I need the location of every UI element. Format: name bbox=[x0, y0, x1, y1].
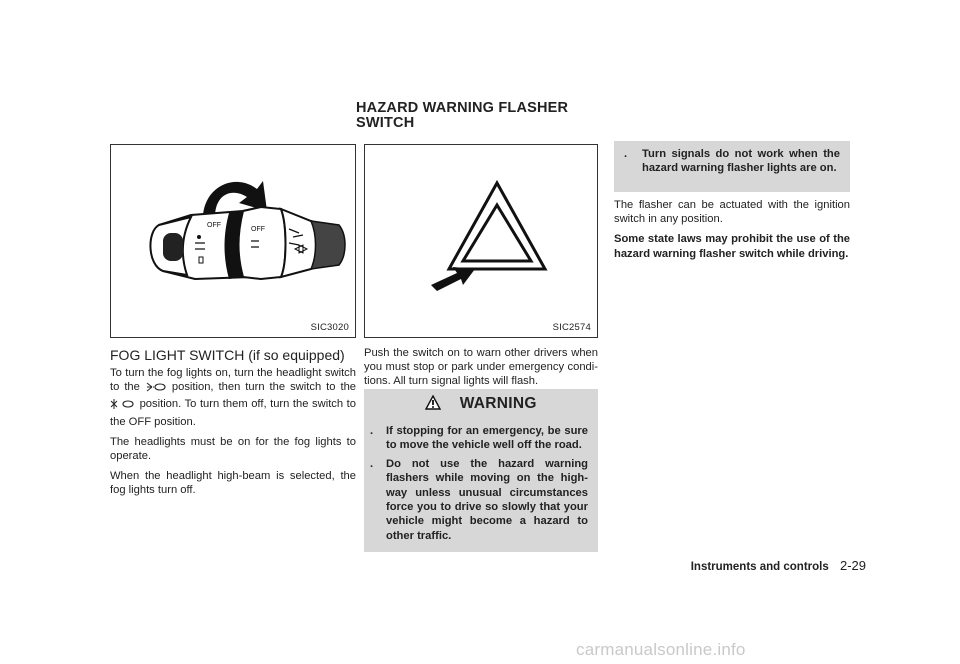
fog-paragraph-1 bbox=[110, 366, 356, 429]
note-bullet-text: Turn signals do not work when the hazard warning flasher lights are on. bbox=[642, 148, 840, 175]
note-box bbox=[614, 141, 850, 192]
warning-bullet-1 bbox=[364, 424, 598, 453]
warning-box bbox=[364, 389, 598, 552]
footer-page-number: 2-29 bbox=[839, 558, 866, 573]
hazard-switch-figure bbox=[364, 144, 598, 338]
fog-light-icon bbox=[145, 381, 167, 397]
fog-p1-part-c: position. To turn them off, turn the switch to the OFF position. bbox=[110, 398, 357, 428]
bullet-dot: . bbox=[370, 457, 374, 470]
footer-section-name: Instruments and controls bbox=[690, 561, 829, 573]
warning-bullet-text: If stopping for an emergency, be sure to move the vehicle well off the road. bbox=[386, 425, 588, 452]
fog-light-switch-figure bbox=[110, 144, 356, 338]
fog-paragraph-3: When the headlight high-beam is selected, the fog lights turn off. bbox=[110, 470, 356, 497]
fog-p1-part-a: To turn the fog lights on, turn the headlight switch to the bbox=[110, 367, 356, 394]
off-label-1: OFF bbox=[207, 222, 221, 229]
fog-light-on-icon bbox=[110, 398, 136, 414]
col3-text bbox=[614, 198, 850, 267]
figure-label-sic3020: SIC3020 bbox=[310, 322, 349, 333]
fog-switch-illustration bbox=[111, 145, 355, 337]
warning-title: WARNING bbox=[459, 395, 537, 412]
fog-light-title: FOG LIGHT SWITCH (if so equipped) bbox=[110, 347, 345, 363]
watermark-text: carmanualsonline.info bbox=[576, 640, 746, 659]
hazard-heading-line1: HAZARD WARNING FLASHER bbox=[356, 100, 569, 116]
warning-bullet-text: Do not use the hazard warning flashers while moving on the high- way unless unusual circumstances force you to drive so slowly that your vehicle might become a hazard to other traffic. bbox=[386, 457, 588, 542]
bullet-dot: . bbox=[624, 148, 628, 160]
warning-bullet-2 bbox=[364, 457, 598, 543]
figure-label-sic2574: SIC2574 bbox=[552, 322, 591, 333]
warning-list bbox=[364, 424, 598, 543]
fog-light-text bbox=[110, 366, 356, 504]
off-label-2: OFF bbox=[251, 226, 265, 233]
col3-paragraph-2: Some state laws may prohibit the use of the hazard warning flasher switch while driving. bbox=[614, 233, 850, 260]
hazard-section-heading bbox=[356, 101, 616, 131]
warning-triangle-icon bbox=[425, 395, 441, 415]
note-bullet bbox=[614, 147, 850, 176]
col3-paragraph-1: The flasher can be actuated with the ignition switch in any position. bbox=[614, 199, 850, 226]
page-footer bbox=[691, 558, 866, 573]
hazard-intro-text: Push the switch on to warn other drivers when you must stop or park under emergency condi- tions. All turn signal lights will flash. bbox=[364, 347, 598, 388]
fog-p1-part-b: position, then turn the switch to the bbox=[171, 381, 357, 394]
hazard-heading-line2: SWITCH bbox=[356, 115, 415, 131]
hazard-triangle-illustration bbox=[365, 145, 597, 337]
bullet-dot: . bbox=[370, 425, 374, 437]
fog-paragraph-2: The headlights must be on for the fog lights to operate. bbox=[110, 435, 356, 463]
warning-header bbox=[364, 395, 598, 415]
